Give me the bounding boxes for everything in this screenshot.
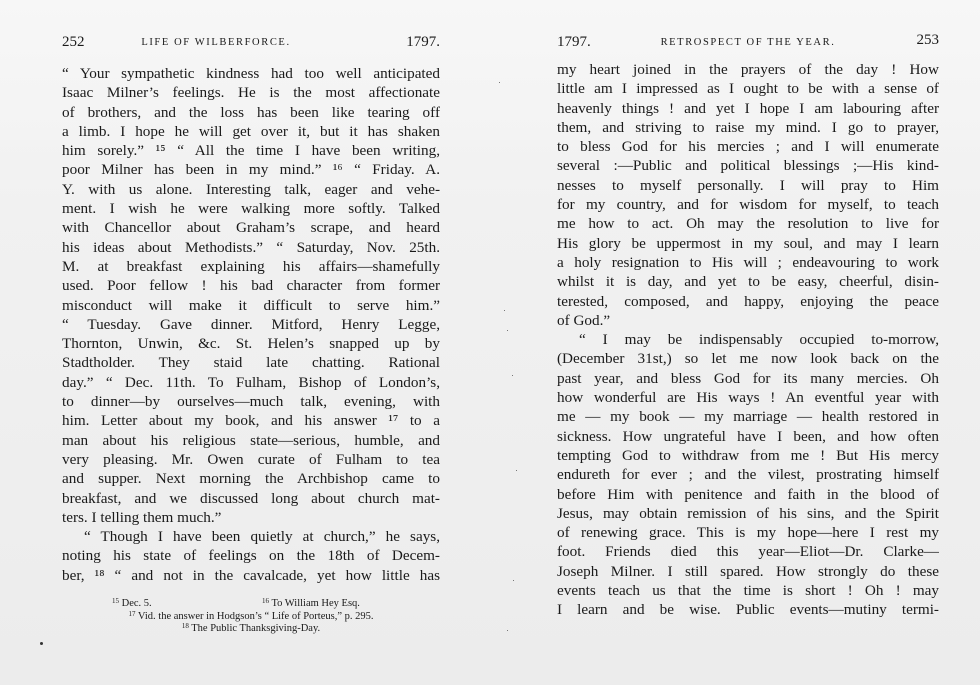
gutter-speck bbox=[504, 310, 505, 311]
running-year: 1797. bbox=[557, 34, 591, 50]
text-line: me — my book — my marriage — health restored in bbox=[557, 408, 939, 426]
text-line: (December 31st,) so let me now look back on the bbox=[557, 350, 939, 368]
text-line: to dinner—by ourselves—much talk, evening, with bbox=[62, 393, 440, 411]
text-line: him. Letter about my book, and his answer ¹⁷ to a bbox=[62, 412, 440, 430]
text-line: day.” “ Dec. 11th. To Fulham, Bishop of London’s, bbox=[62, 373, 440, 391]
text-line: with Chancellor about Graham’s scrape, and heard bbox=[62, 219, 440, 237]
text-line: sickness. How ungrateful have I been, and how often bbox=[557, 427, 939, 445]
text-line: M. at breakfast explaining his affairs—shamefully bbox=[62, 257, 440, 275]
footnote-18 bbox=[62, 623, 440, 636]
text-line: “ Though I have been quietly at church,” he says, bbox=[84, 528, 440, 546]
footnote-text: Vid. the answer in Hodgson’s “ Life of Porteus,” p. 295. bbox=[137, 610, 374, 622]
page-number: 253 bbox=[916, 32, 939, 48]
text-line: endureth for ever ; and the vilest, prostrating himself bbox=[557, 466, 939, 484]
running-head-right bbox=[557, 34, 939, 54]
footnote-16 bbox=[262, 598, 360, 611]
footnote-mark: 17 bbox=[128, 609, 136, 618]
text-line: me how to act. Oh may the resolution to live for bbox=[557, 215, 939, 233]
text-line: Y. with us alone. Interesting talk, eager and vehe- bbox=[62, 180, 440, 198]
text-line: of brothers, and the loss has been like tearing off bbox=[62, 103, 440, 121]
footnote-text: Dec. 5. bbox=[121, 598, 152, 609]
text-line: misconduct will make it difficult to serve him.” bbox=[62, 296, 440, 314]
text-line: whilst it is day, and yet to be easy, cheerful, disin- bbox=[557, 273, 939, 291]
text-line: breakfast, and we discussed long about church mat- bbox=[62, 489, 440, 507]
text-line: Stadtholder. They staid late chatting. Rational bbox=[62, 354, 440, 372]
text-line: His glory be uppermost in my soul, and may I learn bbox=[557, 234, 939, 252]
footnotes bbox=[62, 598, 440, 636]
text-line: “ Tuesday. Gave dinner. Mitford, Henry Legge, bbox=[62, 315, 440, 333]
text-line: my heart joined in the prayers of the day ! How bbox=[557, 61, 939, 78]
text-line: terested, composed, and happy, enjoying the peace bbox=[557, 292, 939, 310]
running-year: 1797. bbox=[406, 34, 440, 50]
text-line: for my country, and for wisdom for myself, to teach bbox=[557, 196, 939, 214]
text-line: several :—Public and political blessings ;—His kind- bbox=[557, 157, 939, 175]
text-line: a holy resignation to His will ; endeavouring to work bbox=[557, 253, 939, 271]
text-line: and supper. Next morning the Archbishop came to bbox=[62, 470, 440, 488]
text-line: Isaac Milner’s feelings. He is the most affectionate bbox=[62, 84, 440, 102]
text-line: foot. Friends died this year—Eliot—Dr. Clarke— bbox=[557, 543, 939, 561]
text-line: little am I impressed as I ought to be with a sense of bbox=[557, 80, 939, 98]
text-line: them, and striving to raise my mind. I go to prayer, bbox=[557, 118, 939, 136]
gutter-speck bbox=[499, 82, 500, 83]
text-line: a limb. I hope he will get over it, but it has shaken bbox=[62, 122, 440, 140]
footnote-17 bbox=[62, 611, 440, 624]
body-text-right bbox=[557, 60, 939, 620]
text-line: past year, and bless God for its many mercies. Oh bbox=[557, 369, 939, 387]
text-line: how wonderful are His ways ! An eventful year with bbox=[557, 389, 939, 407]
text-line: of God.” bbox=[557, 311, 611, 329]
running-title: RETROSPECT OF THE YEAR. bbox=[660, 37, 836, 48]
footnote-text: The Public Thanksgiving-Day. bbox=[191, 623, 321, 634]
footnote-mark: 15 bbox=[112, 597, 119, 605]
text-line: “ Your sympathetic kindness had too well anticipated bbox=[62, 65, 440, 82]
footnote-row bbox=[62, 598, 440, 611]
gutter-speck bbox=[516, 470, 517, 471]
text-line: of renewing grace. This is my hope—here I rest my bbox=[557, 524, 939, 542]
text-line: nesses to myself personally. I will pray to Him bbox=[557, 176, 939, 194]
body-text-left bbox=[62, 64, 440, 585]
text-line: ber, ¹⁸ “ and not in the cavalcade, yet how little has bbox=[62, 566, 440, 584]
text-line: Joseph Milner. I still spared. How strongly do these bbox=[557, 562, 939, 580]
right-page bbox=[557, 0, 939, 685]
gutter-speck bbox=[512, 375, 513, 376]
footnote-text: To William Hey Esq. bbox=[271, 598, 360, 609]
running-head-left bbox=[62, 34, 440, 54]
left-page bbox=[62, 0, 440, 685]
text-line: events teach us that the time is short ! Oh ! may bbox=[557, 582, 939, 600]
text-line: man about his religious state—serious, humble, and bbox=[62, 431, 440, 449]
text-line: poor Milner has been in my mind.” ¹⁶ “ Friday. A. bbox=[62, 161, 440, 179]
text-line: I learn and be wise. Public events—mutiny termi- bbox=[557, 601, 939, 619]
footnote-mark: 16 bbox=[262, 597, 269, 605]
text-line: “ I may be indispensably occupied to-morrow, bbox=[579, 331, 939, 349]
gutter-speck bbox=[507, 330, 508, 331]
text-line: used. Poor fellow ! his bad character from former bbox=[62, 277, 440, 295]
text-line: Thornton, Unwin, &c. St. Helen’s snapped up by bbox=[62, 335, 440, 353]
text-line: tempting God to withdraw from me ! But His mercy bbox=[557, 446, 939, 464]
text-line: ters. I telling them much.” bbox=[62, 508, 222, 526]
text-line: noting his state of feelings on the 18th of Decem- bbox=[62, 547, 440, 565]
text-line: his ideas about Methodists.” “ Saturday, Nov. 25th. bbox=[62, 238, 440, 256]
text-line: him sorely.” ¹⁵ “ All the time I have been writing, bbox=[62, 142, 440, 160]
gutter-speck bbox=[507, 630, 508, 631]
footnote-mark: 18 bbox=[181, 622, 189, 630]
text-line: Jesus, may obtain remission of his sins, and the Spirit bbox=[557, 504, 939, 522]
text-line: heavenly things ! and yet I hope I am labouring after bbox=[557, 99, 939, 117]
running-title: LIFE OF WILBERFORCE. bbox=[141, 37, 291, 48]
scan-speck bbox=[40, 642, 43, 645]
gutter-speck bbox=[513, 580, 514, 581]
text-line: very pleasing. Mr. Owen curate of Fulham to tea bbox=[62, 450, 440, 468]
text-line: ment. I wish he were walking more softly. Talked bbox=[62, 200, 440, 218]
page-number: 252 bbox=[62, 34, 85, 50]
text-line: to bless God for his mercies ; and I will enumerate bbox=[557, 138, 939, 156]
text-line: before Him with penitence and faith in the blood of bbox=[557, 485, 939, 503]
